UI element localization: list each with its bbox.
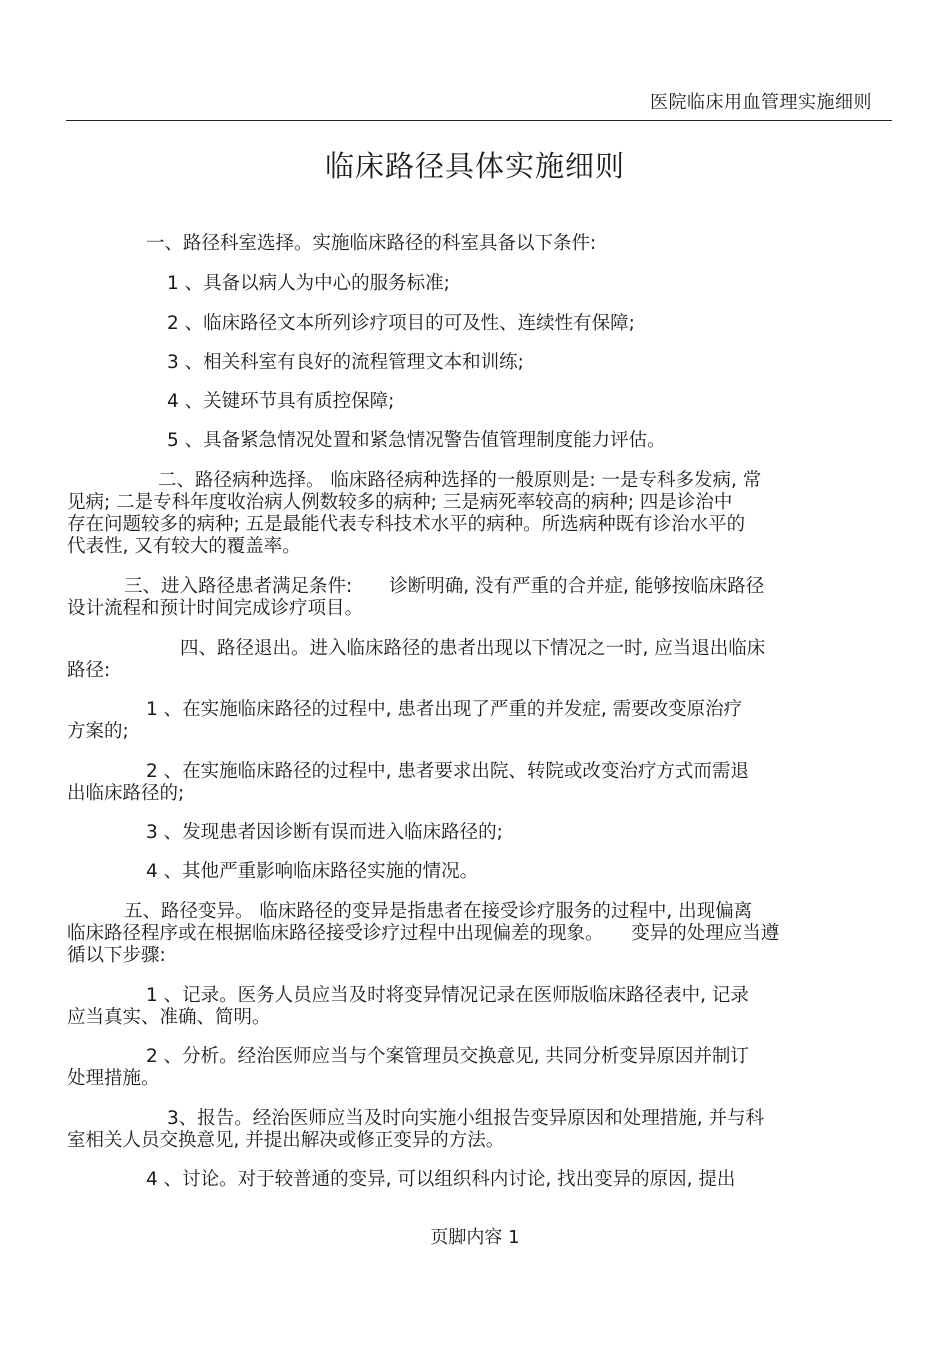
section-1-heading: 一、路径科室选择。实施临床路径的科室具备以下条件: — [146, 233, 597, 254]
section-5-item-cont: 处理措施。 — [67, 1068, 160, 1089]
section-4-line: 四、路径退出。进入临床路径的患者出现以下情况之一时, 应当退出临床 — [180, 638, 766, 659]
section-3-line: 设计流程和预计时间完成诊疗项目。 — [67, 598, 364, 619]
section-4-line: 路径: — [67, 660, 111, 681]
section-3-line: 三、进入路径患者满足条件: 诊断明确, 没有严重的合并症, 能够按临床路径 — [124, 576, 765, 597]
header-divider — [66, 120, 892, 121]
page-header: 医院临床用血管理实施细则 — [650, 92, 872, 113]
section-5-item-cont: 室相关人员交换意见, 并提出解决或修正变异的方法。 — [67, 1130, 505, 1151]
section-4-item-cont: 方案的; — [67, 721, 129, 742]
section-2-line: 存在问题较多的病种; 五是最能代表专科技术水平的病种。所选病种既有诊治水平的 — [67, 514, 746, 535]
section-1-item: 2 、临床路径文本所列诊疗项目的可及性、连续性有保障; — [167, 313, 635, 334]
section-4-item: 3 、发现患者因诊断有误而进入临床路径的; — [146, 822, 503, 843]
section-5-line: 临床路径程序或在根据临床路径接受诊疗过程中出现偏差的现象。 变异的处理应当遵 — [67, 923, 780, 944]
section-1-item: 5 、具备紧急情况处置和紧急情况警告值管理制度能力评估。 — [167, 430, 666, 451]
section-5-line: 循以下步骤: — [67, 945, 166, 966]
section-5-item: 2 、分析。经治医师应当与个案管理员交换意见, 共同分析变异原因并制订 — [146, 1046, 749, 1067]
section-1-item: 4 、关键环节具有质控保障; — [167, 391, 395, 412]
section-2-line: 代表性, 又有较大的覆盖率。 — [67, 536, 301, 557]
section-5-item: 3、报告。经治医师应当及时向实施小组报告变异原因和处理措施, 并与科 — [167, 1108, 765, 1129]
section-5-item-cont: 应当真实、准确、简明。 — [67, 1007, 271, 1028]
section-4-item-cont: 出临床路径的; — [67, 783, 185, 804]
section-1-item: 3 、相关科室有良好的流程管理文本和训练; — [167, 352, 524, 373]
section-5-item: 1 、记录。医务人员应当及时将变异情况记录在医师版临床路径表中, 记录 — [146, 985, 749, 1006]
section-4-item: 4 、其他严重影响临床路径实施的情况。 — [146, 861, 479, 882]
section-5-line: 五、路径变异。 临床路径的变异是指患者在接受诊疗服务的过程中, 出现偏离 — [124, 901, 753, 922]
section-2-line: 二、路径病种选择。 临床路径病种选择的一般原则是: 一是专科多发病, 常 — [158, 470, 762, 491]
page-footer: 页脚内容 1 — [430, 1227, 520, 1248]
section-5-item: 4 、讨论。对于较普通的变异, 可以组织科内讨论, 找出变异的原因, 提出 — [146, 1169, 736, 1190]
section-4-item: 1 、在实施临床路径的过程中, 患者出现了严重的并发症, 需要改变原治疗 — [146, 699, 743, 720]
document-title: 临床路径具体实施细则 — [324, 149, 625, 183]
section-4-item: 2 、在实施临床路径的过程中, 患者要求出院、转院或改变治疗方式而需退 — [146, 761, 749, 782]
section-1-item: 1 、具备以病人为中心的服务标准; — [167, 273, 450, 294]
section-2-line: 见病; 二是专科年度收治病人例数较多的病种; 三是病死率较高的病种; 四是诊治中 — [67, 492, 733, 513]
